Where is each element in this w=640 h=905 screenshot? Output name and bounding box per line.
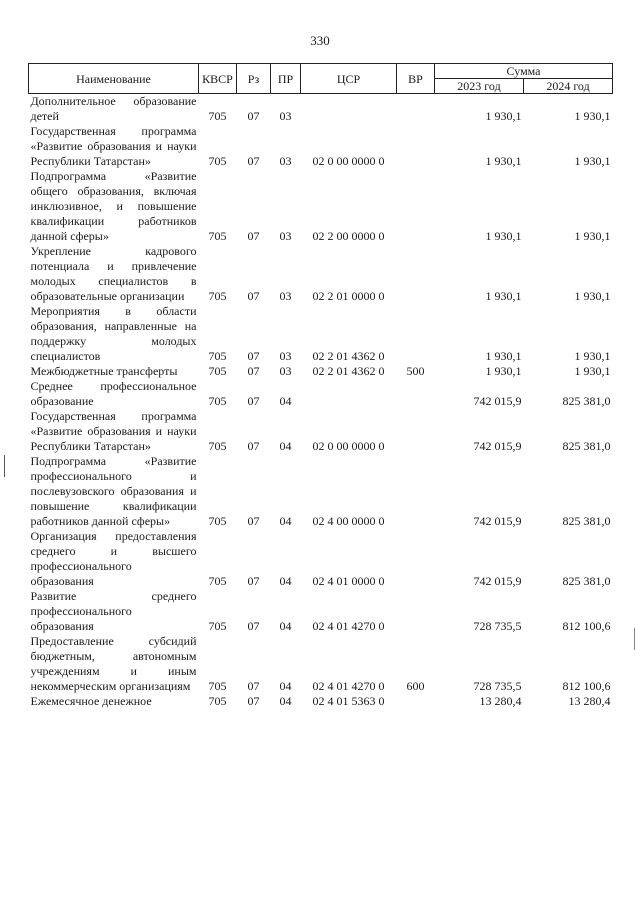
row-name: Среднее профессиональное образование — [30, 379, 197, 408]
header-rz: Рз — [237, 64, 271, 94]
row-sum-2023: 1 930,1 — [485, 109, 522, 123]
row-vr — [397, 409, 435, 454]
row-name: Межбюджетные трансферты — [30, 364, 178, 378]
row-sum-2024: 825 381,0 — [562, 439, 611, 453]
row-sum-2024: 825 381,0 — [562, 574, 611, 588]
row-rz: 07 — [247, 694, 260, 708]
row-sum-2023: 742 015,9 — [473, 574, 522, 588]
row-csr: 02 4 01 4270 0 — [312, 619, 385, 633]
row-csr: 02 2 01 4362 0 — [312, 364, 385, 378]
row-sum-2023: 742 015,9 — [473, 439, 522, 453]
row-kvsr: 705 — [208, 394, 227, 408]
row-pr: 03 — [279, 109, 292, 123]
table-row — [29, 124, 613, 169]
table-row — [29, 304, 613, 364]
row-kvsr: 705 — [208, 364, 227, 378]
row-vr — [397, 304, 435, 364]
row-sum-2024: 825 381,0 — [562, 394, 611, 408]
row-rz: 07 — [247, 109, 260, 123]
row-rz: 07 — [247, 574, 260, 588]
row-pr: 03 — [279, 229, 292, 243]
row-sum-2024: 1 930,1 — [574, 154, 611, 168]
row-vr — [397, 169, 435, 244]
row-kvsr: 705 — [208, 289, 227, 303]
row-sum-2023: 1 930,1 — [485, 349, 522, 363]
budget-table — [28, 63, 613, 709]
row-name: Организация предоставления среднего и высшего профессионального образования — [30, 529, 197, 588]
row-name: Предоставление субсидий бюджетным, автономным учреждениям и иным некоммерческим организациям — [30, 634, 197, 693]
row-sum-2023: 1 930,1 — [485, 289, 522, 303]
scan-edge-mark — [4, 455, 5, 477]
header-year-2023: 2023 год — [435, 79, 524, 94]
page-number: 330 — [310, 33, 330, 48]
row-vr — [397, 529, 435, 589]
row-csr: 02 4 00 0000 0 — [312, 514, 385, 528]
row-vr — [397, 124, 435, 169]
row-sum-2023: 728 735,5 — [473, 679, 522, 693]
row-kvsr: 705 — [208, 514, 227, 528]
row-kvsr: 705 — [208, 574, 227, 588]
row-name: Дополнительное образование детей — [30, 94, 197, 123]
row-vr — [397, 94, 435, 125]
table-row — [29, 169, 613, 244]
row-sum-2023: 742 015,9 — [473, 394, 522, 408]
row-csr: 02 0 00 0000 0 — [312, 154, 385, 168]
table-row — [29, 634, 613, 694]
row-pr: 03 — [279, 154, 292, 168]
row-csr: 02 0 00 0000 0 — [312, 439, 385, 453]
row-sum-2023: 1 930,1 — [485, 229, 522, 243]
row-pr: 04 — [279, 679, 292, 693]
header-year-2024: 2024 год — [524, 79, 613, 94]
row-vr: 500 — [406, 364, 425, 378]
row-pr: 03 — [279, 349, 292, 363]
row-sum-2023: 1 930,1 — [485, 364, 522, 378]
row-sum-2023: 13 280,4 — [479, 694, 522, 708]
header-name: Наименование — [29, 64, 199, 94]
row-sum-2024: 1 930,1 — [574, 349, 611, 363]
row-name: Государственная программа «Развитие образования и науки Республики Татарстан» — [30, 124, 197, 168]
row-sum-2024: 1 930,1 — [574, 109, 611, 123]
row-vr — [397, 589, 435, 634]
row-kvsr: 705 — [208, 439, 227, 453]
table-row — [29, 694, 613, 709]
row-pr: 04 — [279, 394, 292, 408]
row-rz: 07 — [247, 364, 260, 378]
row-sum-2024: 812 100,6 — [562, 619, 611, 633]
row-rz: 07 — [247, 229, 260, 243]
row-sum-2023: 742 015,9 — [473, 514, 522, 528]
row-kvsr: 705 — [208, 679, 227, 693]
row-sum-2024: 1 930,1 — [574, 364, 611, 378]
row-kvsr: 705 — [208, 154, 227, 168]
row-rz: 07 — [247, 289, 260, 303]
row-pr: 03 — [279, 364, 292, 378]
row-name: Развитие среднего профессионального образования — [30, 589, 197, 633]
scan-edge-mark — [634, 628, 635, 650]
row-rz: 07 — [247, 514, 260, 528]
row-pr: 04 — [279, 694, 292, 708]
row-csr: 02 4 01 5363 0 — [312, 694, 385, 708]
row-sum-2024: 1 930,1 — [574, 289, 611, 303]
header-pr: ПР — [271, 64, 301, 94]
row-kvsr: 705 — [208, 229, 227, 243]
row-csr — [301, 94, 397, 125]
row-rz: 07 — [247, 619, 260, 633]
row-sum-2024: 13 280,4 — [568, 694, 611, 708]
row-csr — [301, 379, 397, 409]
row-rz: 07 — [247, 154, 260, 168]
header-vr: ВР — [397, 64, 435, 94]
row-vr — [397, 694, 435, 709]
row-kvsr: 705 — [208, 109, 227, 123]
row-csr: 02 4 01 4270 0 — [312, 679, 385, 693]
header-kvsr: КВСР — [199, 64, 237, 94]
row-name: Укрепление кадрового потенциала и привлечение молодых специалистов в образовательные организации — [30, 244, 197, 303]
row-name: Ежемесячное денежное — [30, 694, 152, 708]
row-rz: 07 — [247, 439, 260, 453]
table-row — [29, 94, 613, 125]
table-row — [29, 529, 613, 589]
row-name: Подпрограмма «Развитие общего образования, включая инклюзивное, и повышение квалификации работников данной сферы» — [30, 169, 197, 243]
header-sum: Сумма — [435, 64, 613, 79]
row-csr: 02 2 00 0000 0 — [312, 229, 385, 243]
table-row — [29, 409, 613, 454]
row-pr: 03 — [279, 289, 292, 303]
row-name: Государственная программа «Развитие образования и науки Республики Татарстан» — [30, 409, 197, 453]
row-sum-2024: 812 100,6 — [562, 679, 611, 693]
row-kvsr: 705 — [208, 349, 227, 363]
row-rz: 07 — [247, 394, 260, 408]
row-pr: 04 — [279, 514, 292, 528]
table-row — [29, 244, 613, 304]
row-vr — [397, 244, 435, 304]
row-sum-2023: 728 735,5 — [473, 619, 522, 633]
row-csr: 02 4 01 0000 0 — [312, 574, 385, 588]
row-pr: 04 — [279, 574, 292, 588]
row-sum-2024: 1 930,1 — [574, 229, 611, 243]
row-vr — [397, 454, 435, 529]
row-pr: 04 — [279, 439, 292, 453]
row-rz: 07 — [247, 679, 260, 693]
row-pr: 04 — [279, 619, 292, 633]
row-sum-2023: 1 930,1 — [485, 154, 522, 168]
table-row — [29, 589, 613, 634]
table-row — [29, 364, 613, 379]
header-csr: ЦСР — [301, 64, 397, 94]
row-kvsr: 705 — [208, 619, 227, 633]
row-sum-2024: 825 381,0 — [562, 514, 611, 528]
row-kvsr: 705 — [208, 694, 227, 708]
row-name: Подпрограмма «Развитие профессионального и послевузовского образования и повышение квалификации работников данной сферы» — [30, 454, 197, 528]
row-vr — [397, 379, 435, 409]
row-name: Мероприятия в области образования, направленные на поддержку молодых специалистов — [30, 304, 197, 363]
table-row — [29, 454, 613, 529]
table-row — [29, 379, 613, 409]
row-rz: 07 — [247, 349, 260, 363]
row-csr: 02 2 01 0000 0 — [312, 289, 385, 303]
row-vr: 600 — [406, 679, 425, 693]
row-csr: 02 2 01 4362 0 — [312, 349, 385, 363]
